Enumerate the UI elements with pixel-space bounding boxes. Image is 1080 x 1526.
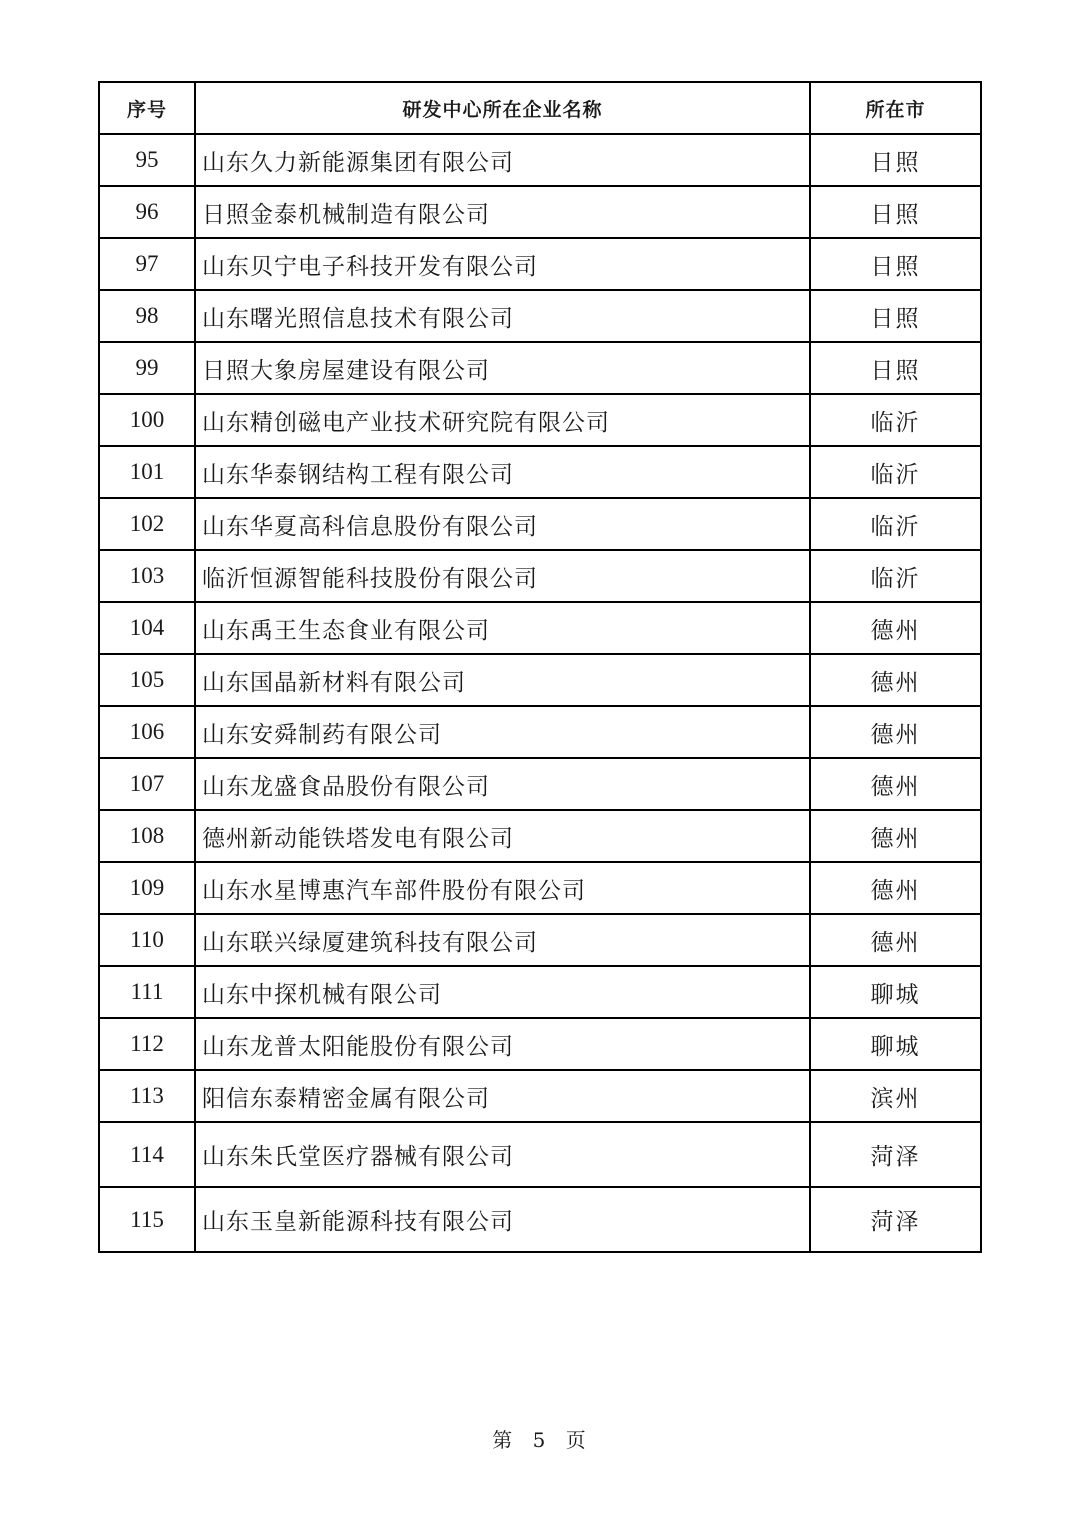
table-row [99, 134, 981, 186]
row-city: 日照 [810, 238, 981, 290]
row-index: 99 [99, 342, 195, 394]
row-city: 菏泽 [810, 1187, 981, 1252]
row-city: 临沂 [810, 446, 981, 498]
table-row [99, 1018, 981, 1070]
table-row [99, 342, 981, 394]
row-company: 日照大象房屋建设有限公司 [195, 342, 810, 394]
row-city: 德州 [810, 862, 981, 914]
table-row [99, 966, 981, 1018]
row-company: 山东玉皇新能源科技有限公司 [195, 1187, 810, 1252]
row-company: 山东龙普太阳能股份有限公司 [195, 1018, 810, 1070]
row-city: 德州 [810, 810, 981, 862]
footer-page-number: 5 [532, 1428, 548, 1452]
row-city: 临沂 [810, 550, 981, 602]
row-city: 菏泽 [810, 1122, 981, 1187]
row-city: 德州 [810, 758, 981, 810]
table-row [99, 1122, 981, 1187]
table-body [99, 134, 981, 1252]
header-index: 序号 [99, 82, 195, 134]
row-city: 日照 [810, 186, 981, 238]
row-city: 日照 [810, 342, 981, 394]
row-index: 108 [99, 810, 195, 862]
table-row [99, 498, 981, 550]
row-city: 日照 [810, 134, 981, 186]
row-index: 111 [99, 966, 195, 1018]
row-company: 阳信东泰精密金属有限公司 [195, 1070, 810, 1122]
row-index: 110 [99, 914, 195, 966]
row-city: 滨州 [810, 1070, 981, 1122]
table-row [99, 394, 981, 446]
row-company: 山东国晶新材料有限公司 [195, 654, 810, 706]
table-row [99, 602, 981, 654]
header-company: 研发中心所在企业名称 [195, 82, 810, 134]
row-company: 山东贝宁电子科技开发有限公司 [195, 238, 810, 290]
row-company: 山东禹王生态食业有限公司 [195, 602, 810, 654]
table-row [99, 1187, 981, 1252]
row-index: 97 [99, 238, 195, 290]
header-city: 所在市 [810, 82, 981, 134]
row-company: 山东朱氏堂医疗器械有限公司 [195, 1122, 810, 1187]
row-company: 德州新动能铁塔发电有限公司 [195, 810, 810, 862]
table-row [99, 862, 981, 914]
row-index: 101 [99, 446, 195, 498]
row-index: 115 [99, 1187, 195, 1252]
row-index: 106 [99, 706, 195, 758]
row-index: 113 [99, 1070, 195, 1122]
table-header-row [99, 82, 981, 134]
row-city: 德州 [810, 706, 981, 758]
page-footer [0, 1424, 1080, 1453]
row-company: 山东中探机械有限公司 [195, 966, 810, 1018]
row-index: 105 [99, 654, 195, 706]
row-city: 临沂 [810, 394, 981, 446]
row-company: 山东久力新能源集团有限公司 [195, 134, 810, 186]
row-index: 96 [99, 186, 195, 238]
row-city: 德州 [810, 914, 981, 966]
row-index: 107 [99, 758, 195, 810]
row-company: 山东曙光照信息技术有限公司 [195, 290, 810, 342]
row-index: 109 [99, 862, 195, 914]
rd-center-table [98, 81, 982, 1253]
table-row [99, 810, 981, 862]
table-row [99, 446, 981, 498]
row-company: 山东安舜制药有限公司 [195, 706, 810, 758]
table-row [99, 758, 981, 810]
row-company: 山东华夏高科信息股份有限公司 [195, 498, 810, 550]
row-index: 104 [99, 602, 195, 654]
table-row [99, 238, 981, 290]
row-index: 114 [99, 1122, 195, 1187]
row-city: 德州 [810, 602, 981, 654]
footer-prefix: 第 [492, 1428, 515, 1452]
table-row [99, 186, 981, 238]
row-index: 102 [99, 498, 195, 550]
row-index: 103 [99, 550, 195, 602]
table-row [99, 706, 981, 758]
row-city: 日照 [810, 290, 981, 342]
table-row [99, 654, 981, 706]
row-company: 山东精创磁电产业技术研究院有限公司 [195, 394, 810, 446]
row-index: 100 [99, 394, 195, 446]
row-city: 聊城 [810, 966, 981, 1018]
row-index: 95 [99, 134, 195, 186]
row-city: 聊城 [810, 1018, 981, 1070]
row-company: 山东华泰钢结构工程有限公司 [195, 446, 810, 498]
row-company: 临沂恒源智能科技股份有限公司 [195, 550, 810, 602]
table-row [99, 1070, 981, 1122]
row-company: 山东联兴绿厦建筑科技有限公司 [195, 914, 810, 966]
row-city: 临沂 [810, 498, 981, 550]
row-index: 112 [99, 1018, 195, 1070]
row-index: 98 [99, 290, 195, 342]
table-row [99, 290, 981, 342]
table-row [99, 550, 981, 602]
row-company: 山东龙盛食品股份有限公司 [195, 758, 810, 810]
row-company: 日照金泰机械制造有限公司 [195, 186, 810, 238]
row-company: 山东水星博惠汽车部件股份有限公司 [195, 862, 810, 914]
row-city: 德州 [810, 654, 981, 706]
table-row [99, 914, 981, 966]
footer-suffix: 页 [565, 1428, 588, 1452]
